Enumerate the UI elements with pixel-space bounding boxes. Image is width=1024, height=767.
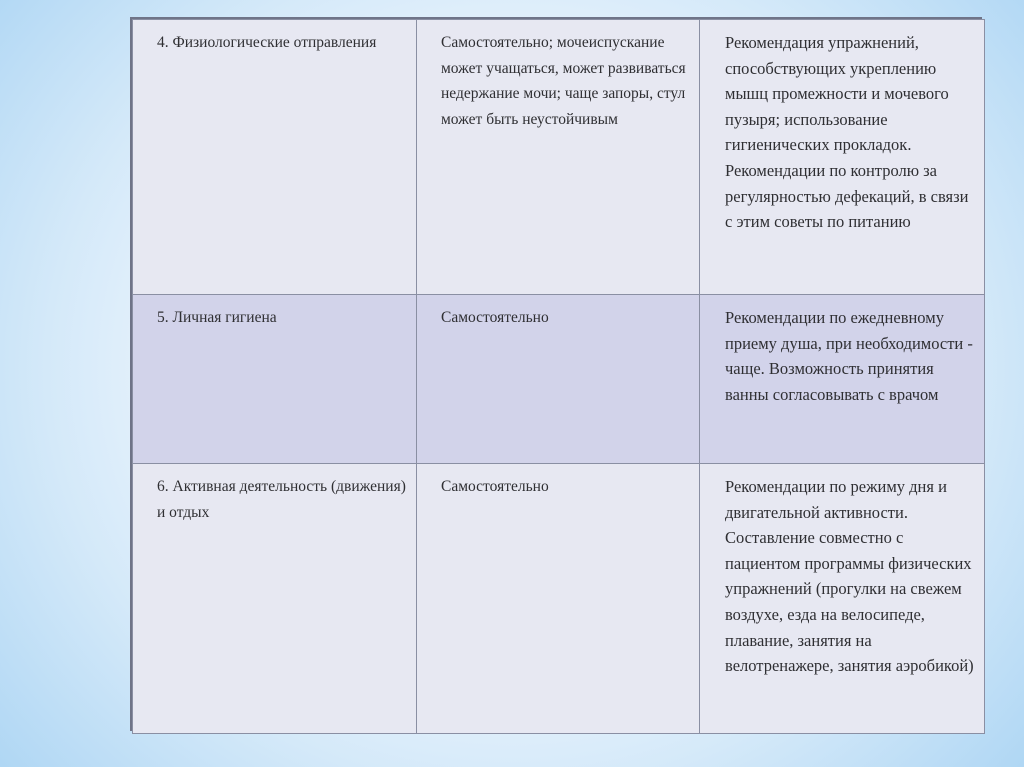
ability-cell — [417, 20, 700, 295]
care-table — [132, 19, 985, 734]
need-text: 6. Активная деятельность (движения) и отдых — [157, 478, 406, 521]
need-cell — [133, 20, 417, 295]
ability-text: Самостоятельно — [441, 309, 549, 326]
care-plan-table — [130, 17, 982, 731]
table-row — [133, 464, 985, 734]
care-cell — [700, 464, 985, 734]
ability-cell — [417, 295, 700, 464]
ability-text: Самостоятельно; мочеиспускание может учащаться, может развиваться недержание мочи; чаще запоры, стул может быть неустойчивым — [441, 34, 686, 128]
need-text: 5. Личная гигиена — [157, 309, 277, 326]
care-text: Рекомендация упражнений, способствующих укреплению мышц промежности и мочевого пузыря; использование гигиенических прокладок. Рекомендации по контролю за регулярностью дефекаций, в связи с этим советы по питанию — [725, 33, 969, 232]
care-text: Рекомендации по режиму дня и двигательной активности. Составление совместно с пациентом программы физических упражнений (прогулки на свежем воздухе, езда на велосипеде, плавание, занятия на велотренажере, занятия аэробикой) — [725, 477, 974, 676]
ability-cell — [417, 464, 700, 734]
care-cell — [700, 295, 985, 464]
need-text: 4. Физиологические отправления — [157, 34, 377, 51]
table-row — [133, 20, 985, 295]
need-cell — [133, 464, 417, 734]
need-cell — [133, 295, 417, 464]
care-cell — [700, 20, 985, 295]
care-text: Рекомендации по ежедневному приему душа, при необходимости - чаще. Возможность принятия ванны согласовывать с врачом — [725, 308, 973, 404]
ability-text: Самостоятельно — [441, 478, 549, 495]
table-row — [133, 295, 985, 464]
